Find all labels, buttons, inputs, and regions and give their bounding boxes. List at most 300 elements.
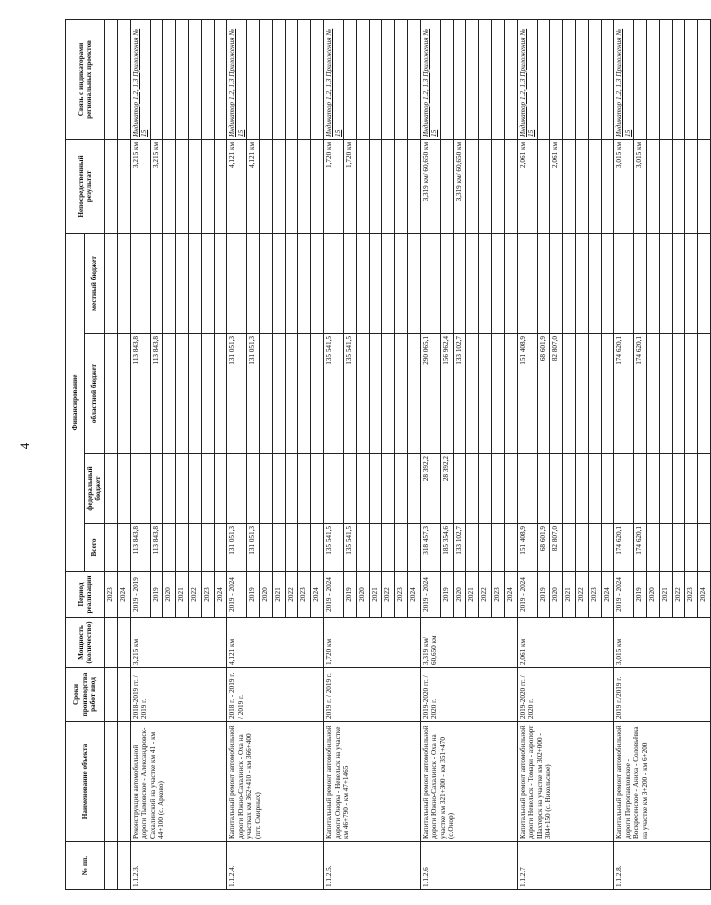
cell-year: 2022	[575, 572, 588, 618]
cell-link	[634, 19, 647, 139]
cell-local	[176, 233, 189, 333]
cell-regional	[408, 334, 421, 454]
cell-federal	[672, 454, 685, 524]
cell-link	[550, 19, 563, 139]
cell-total: 133 102,7	[453, 524, 466, 572]
header-terms: Сроки производства работ ввод	[66, 668, 105, 722]
header-link: Связь с индикаторами региональных проектов	[66, 19, 105, 139]
cell-federal	[466, 454, 479, 524]
cell-regional: 82 807,0	[550, 334, 563, 454]
object-capacity: 4,121 км	[227, 618, 324, 668]
cell-regional	[698, 334, 711, 454]
cell-federal	[324, 454, 344, 524]
object-terms: 2019-2020 гг. / 2020 г.	[517, 668, 614, 722]
cell-result: 3,215 км	[130, 139, 150, 233]
cell-federal	[344, 454, 357, 524]
cell-federal	[698, 454, 711, 524]
cell-year: 2023	[201, 572, 214, 618]
document-sheet	[65, 20, 708, 890]
cell-federal: 28 392,2	[420, 454, 440, 524]
cell-link	[369, 19, 382, 139]
cell-result	[285, 139, 298, 233]
cell-result	[176, 139, 189, 233]
cell-year: 2021	[466, 572, 479, 618]
cell-regional	[672, 334, 685, 454]
cell-year: 2023	[395, 572, 408, 618]
cell-year: 2021	[659, 572, 672, 618]
cell-federal	[356, 454, 369, 524]
cell-regional	[479, 334, 492, 454]
cell-total	[647, 524, 660, 572]
cell-local	[285, 233, 298, 333]
cell-result: 2,061 км	[550, 139, 563, 233]
object-name: Реконструкция автомобильной дороги Тымовское - Александровск-Сахалинский на участке км 41 - км 44+100 (с. Арково)	[130, 722, 227, 842]
cell-regional	[395, 334, 408, 454]
cell-total	[504, 524, 517, 572]
cell-result: 1,720 км	[324, 139, 344, 233]
cell-local	[247, 233, 260, 333]
cell-year: 2019 - 2024	[614, 572, 634, 618]
cell-regional	[104, 334, 117, 454]
cell-federal	[550, 454, 563, 524]
cell-federal	[130, 454, 150, 524]
cell-total	[356, 524, 369, 572]
cell-link	[647, 19, 660, 139]
cell-year: 2024	[408, 572, 421, 618]
cell-result: 3,015 км	[614, 139, 634, 233]
cell-local	[227, 233, 247, 333]
cell-total	[311, 524, 324, 572]
cell-total: 131 051,3	[247, 524, 260, 572]
cell-federal	[685, 454, 698, 524]
object-capacity: 3,215 км	[130, 618, 227, 668]
cell-total: 318 457,3	[420, 524, 440, 572]
cell-total	[601, 524, 614, 572]
cell-regional: 68 601,9	[537, 334, 550, 454]
cell-result	[440, 139, 453, 233]
cell-year: 2021	[563, 572, 576, 618]
cell-year: 2022	[479, 572, 492, 618]
cell-total	[382, 524, 395, 572]
cell-federal	[453, 454, 466, 524]
cell-result: 4,121 км	[227, 139, 247, 233]
cell-local	[395, 233, 408, 333]
cell-federal	[201, 454, 214, 524]
cell-link	[563, 19, 576, 139]
object-terms: 2018-2019 гг. / 2019 г.	[130, 668, 227, 722]
cell-year: 2024	[117, 572, 130, 618]
cell-year: 2019	[537, 572, 550, 618]
object-terms: 2019 г. / 2019 г.	[324, 668, 421, 722]
cell-link	[395, 19, 408, 139]
cell-result: 3,319 км/ 60,650 км	[420, 139, 440, 233]
cell-local	[614, 233, 634, 333]
cell-year: 2020	[260, 572, 273, 618]
cell-year: 2023	[298, 572, 311, 618]
cell-regional	[659, 334, 672, 454]
cell-total	[298, 524, 311, 572]
cell-link	[176, 19, 189, 139]
cell-regional	[575, 334, 588, 454]
cell-year: 2020	[647, 572, 660, 618]
cell-regional	[491, 334, 504, 454]
object-name: Капитальный ремонт автомобильной дороги Невельск - Томари - аэропорт Шахтерск на участке км 302+000 - 304+150 (с. Никольское)	[517, 722, 614, 842]
cell-total	[260, 524, 273, 572]
cell-local	[634, 233, 647, 333]
cell-year: 2019 - 2024	[324, 572, 344, 618]
cell-year: 2024	[601, 572, 614, 618]
cell-result	[214, 139, 227, 233]
cell-regional: 151 408,9	[517, 334, 537, 454]
cell-total: 113 843,8	[130, 524, 150, 572]
cell-year: 2019	[344, 572, 357, 618]
cell-local	[550, 233, 563, 333]
cell-federal	[601, 454, 614, 524]
cell-total: 131 051,3	[227, 524, 247, 572]
cell-local	[130, 233, 150, 333]
cell-link: Индикатор 1.2, 1.3 Приложения № 15	[420, 19, 440, 139]
object-capacity: 1,720 км	[324, 618, 421, 668]
cell-local	[588, 233, 601, 333]
cell-total	[479, 524, 492, 572]
object-number: 1.1.2.4.	[227, 842, 324, 890]
cell-year: 2021	[272, 572, 285, 618]
cell-year: 2023	[491, 572, 504, 618]
header-result: Непосредственный результат	[66, 139, 105, 233]
cell-link	[601, 19, 614, 139]
cell-link	[104, 19, 117, 139]
cell-regional	[298, 334, 311, 454]
cell-link	[150, 19, 163, 139]
table-row	[420, 19, 440, 889]
cell-year: 2020	[453, 572, 466, 618]
cell-local	[344, 233, 357, 333]
cell-year: 2023	[685, 572, 698, 618]
object-capacity: 3,015 км	[614, 618, 711, 668]
cell-link	[272, 19, 285, 139]
cell-result	[382, 139, 395, 233]
cell-local	[453, 233, 466, 333]
cell-result	[647, 139, 660, 233]
cell-result	[601, 139, 614, 233]
cell-capacity	[117, 618, 130, 668]
cell-year: 2024	[504, 572, 517, 618]
cell-year: 2021	[176, 572, 189, 618]
cell-total: 135 541,5	[324, 524, 344, 572]
cell-local	[698, 233, 711, 333]
cell-year: 2019 - 2024	[517, 572, 537, 618]
cell-federal	[504, 454, 517, 524]
cell-result	[479, 139, 492, 233]
cell-total	[188, 524, 201, 572]
cell-local	[201, 233, 214, 333]
cell-local	[466, 233, 479, 333]
cell-local	[517, 233, 537, 333]
cell-link	[285, 19, 298, 139]
cell-num	[117, 842, 130, 890]
cell-total	[491, 524, 504, 572]
cell-regional	[356, 334, 369, 454]
cell-year: 2023	[588, 572, 601, 618]
cell-local	[647, 233, 660, 333]
object-name: Капитальный ремонт автомобильной дороги Петропавловское - Воскресенское - Аниха - Соловьёвка на участке км 3+200 - км 6+200	[614, 722, 711, 842]
cell-result	[369, 139, 382, 233]
cell-link	[344, 19, 357, 139]
cell-federal	[311, 454, 324, 524]
header-federal: федеральный бюджет	[85, 454, 105, 524]
cell-regional: 174 620,1	[634, 334, 647, 454]
cell-result: 3,215 км	[150, 139, 163, 233]
object-name: Капитальный ремонт автомобильной дороги Оноры - Невельск на участке км 46+790 - км 47+1465	[324, 722, 421, 842]
cell-year: 2022	[188, 572, 201, 618]
cell-year: 2019 - 2019	[130, 572, 150, 618]
cell-federal	[479, 454, 492, 524]
cell-local	[382, 233, 395, 333]
cell-local	[537, 233, 550, 333]
cell-regional	[163, 334, 176, 454]
cell-federal	[176, 454, 189, 524]
header-financing: Финансирование	[66, 233, 85, 571]
cell-total: 68 601,9	[537, 524, 550, 572]
cell-total	[104, 524, 117, 572]
cell-federal	[491, 454, 504, 524]
cell-result	[537, 139, 550, 233]
cell-regional	[685, 334, 698, 454]
cell-local	[356, 233, 369, 333]
cell-name	[117, 722, 130, 842]
cell-regional	[117, 334, 130, 454]
header-num: № пп.	[66, 842, 105, 890]
cell-federal	[369, 454, 382, 524]
cell-link	[440, 19, 453, 139]
object-capacity: 3,319 км/ 60,650 км	[420, 618, 517, 668]
cell-regional	[369, 334, 382, 454]
cell-local	[408, 233, 421, 333]
cell-total	[659, 524, 672, 572]
cell-federal	[537, 454, 550, 524]
cell-federal	[647, 454, 660, 524]
cell-total	[563, 524, 576, 572]
cell-link	[247, 19, 260, 139]
cell-local	[214, 233, 227, 333]
cell-total	[672, 524, 685, 572]
cell-regional: 113 843,8	[130, 334, 150, 454]
cell-local	[188, 233, 201, 333]
cell-total	[272, 524, 285, 572]
cell-regional	[201, 334, 214, 454]
cell-link: Индикатор 1.2, 1.3 Приложения № 15	[227, 19, 247, 139]
header-period: Период реализации	[66, 572, 105, 618]
cell-local	[324, 233, 344, 333]
cell-result	[260, 139, 273, 233]
cell-name	[104, 722, 117, 842]
cell-regional	[563, 334, 576, 454]
object-name: Капитальный ремонт автомобильной дороги Южно-Сахалинск - Оха на участке км 321+300 - км 351+470 (с.Онор)	[420, 722, 517, 842]
table-row	[614, 19, 634, 889]
cell-total	[285, 524, 298, 572]
object-number: 1.1.2.5.	[324, 842, 421, 890]
cell-result	[575, 139, 588, 233]
header-regional: областной бюджет	[85, 334, 105, 454]
cell-regional: 133 102,7	[453, 334, 466, 454]
cell-federal	[117, 454, 130, 524]
cell-link	[479, 19, 492, 139]
object-capacity: 2,061 км	[517, 618, 614, 668]
cell-result	[563, 139, 576, 233]
cell-regional: 131 051,3	[227, 334, 247, 454]
cell-result	[698, 139, 711, 233]
cell-federal	[214, 454, 227, 524]
cell-federal	[563, 454, 576, 524]
object-terms: 2018 г. - 2019 г. / 2019 г.	[227, 668, 324, 722]
cell-result: 1,720 км	[344, 139, 357, 233]
cell-total	[201, 524, 214, 572]
cell-local	[601, 233, 614, 333]
table-body	[104, 19, 710, 889]
cell-result	[466, 139, 479, 233]
cell-federal	[272, 454, 285, 524]
cell-local	[685, 233, 698, 333]
cell-result	[685, 139, 698, 233]
cell-regional	[647, 334, 660, 454]
cell-total: 135 541,5	[344, 524, 357, 572]
cell-local	[104, 233, 117, 333]
cell-year: 2019 - 2024	[227, 572, 247, 618]
header-total: Всего	[85, 524, 105, 572]
cell-year: 2019	[247, 572, 260, 618]
cell-regional: 156 962,4	[440, 334, 453, 454]
table-row	[324, 19, 344, 889]
cell-total	[163, 524, 176, 572]
cell-regional: 135 541,5	[344, 334, 357, 454]
cell-regional	[382, 334, 395, 454]
cell-total	[176, 524, 189, 572]
cell-regional	[188, 334, 201, 454]
cell-link	[356, 19, 369, 139]
cell-local	[420, 233, 440, 333]
cell-regional	[214, 334, 227, 454]
cell-result	[504, 139, 517, 233]
cell-year: 2020	[550, 572, 563, 618]
cell-result	[395, 139, 408, 233]
cell-total	[588, 524, 601, 572]
cell-result	[163, 139, 176, 233]
object-number: 1.1.2.6	[420, 842, 517, 890]
cell-link	[382, 19, 395, 139]
cell-result	[672, 139, 685, 233]
cell-federal	[247, 454, 260, 524]
cell-federal	[104, 454, 117, 524]
cell-link	[117, 19, 130, 139]
cell-link	[588, 19, 601, 139]
table-row	[104, 19, 117, 889]
cell-result	[188, 139, 201, 233]
object-name: Капитальный ремонт автомобильной дороги Южно-Сахалинск - Оха на участках км 362+410 - км 366+400 (пгт. Смирных)	[227, 722, 324, 842]
cell-result	[104, 139, 117, 233]
cell-regional	[504, 334, 517, 454]
cell-local	[163, 233, 176, 333]
page-number: 4	[17, 442, 32, 450]
cell-local	[440, 233, 453, 333]
cell-result	[272, 139, 285, 233]
cell-link	[214, 19, 227, 139]
cell-year: 2024	[698, 572, 711, 618]
cell-link	[311, 19, 324, 139]
cell-link	[659, 19, 672, 139]
cell-result	[311, 139, 324, 233]
object-number: 1.1.2.8.	[614, 842, 711, 890]
cell-federal	[163, 454, 176, 524]
cell-link	[575, 19, 588, 139]
cell-result	[117, 139, 130, 233]
cell-year: 2020	[356, 572, 369, 618]
cell-result	[659, 139, 672, 233]
cell-result	[356, 139, 369, 233]
cell-regional: 174 620,1	[614, 334, 634, 454]
cell-local	[659, 233, 672, 333]
cell-year: 2020	[163, 572, 176, 618]
cell-regional	[260, 334, 273, 454]
cell-link	[698, 19, 711, 139]
cell-regional	[176, 334, 189, 454]
cell-federal	[659, 454, 672, 524]
cell-total: 174 620,1	[614, 524, 634, 572]
cell-link	[163, 19, 176, 139]
cell-regional	[285, 334, 298, 454]
cell-capacity	[104, 618, 117, 668]
cell-result: 4,121 км	[247, 139, 260, 233]
cell-terms	[117, 668, 130, 722]
cell-federal	[150, 454, 163, 524]
cell-regional	[588, 334, 601, 454]
cell-result	[491, 139, 504, 233]
cell-link	[491, 19, 504, 139]
cell-year: 2024	[311, 572, 324, 618]
cell-federal	[260, 454, 273, 524]
object-terms: 2019-2020 гг. / 2020 г.	[420, 668, 517, 722]
cell-total: 151 408,9	[517, 524, 537, 572]
cell-local	[672, 233, 685, 333]
object-number: 1.1.2.7	[517, 842, 614, 890]
cell-link: Индикатор 1.2, 1.3 Приложения № 15	[324, 19, 344, 139]
cell-federal	[298, 454, 311, 524]
cell-link: Индикатор 1.2, 1.3 Приложения № 15	[517, 19, 537, 139]
cell-year: 2022	[285, 572, 298, 618]
cell-regional	[311, 334, 324, 454]
cell-link	[188, 19, 201, 139]
cell-result: 2,061 км	[517, 139, 537, 233]
cell-federal	[575, 454, 588, 524]
cell-total	[408, 524, 421, 572]
cell-total: 82 807,0	[550, 524, 563, 572]
header-name: Наименование объекта	[66, 722, 105, 842]
cell-local	[272, 233, 285, 333]
cell-link	[504, 19, 517, 139]
object-terms: 2019 г./2019 г.	[614, 668, 711, 722]
cell-local	[479, 233, 492, 333]
cell-total: 113 843,8	[150, 524, 163, 572]
cell-federal	[517, 454, 537, 524]
cell-regional	[272, 334, 285, 454]
cell-year: 2019	[634, 572, 647, 618]
cell-local	[150, 233, 163, 333]
cell-regional	[601, 334, 614, 454]
cell-local	[311, 233, 324, 333]
financing-table	[65, 19, 711, 890]
cell-year: 2024	[214, 572, 227, 618]
object-number: 1.1.2.3.	[130, 842, 227, 890]
cell-total	[698, 524, 711, 572]
